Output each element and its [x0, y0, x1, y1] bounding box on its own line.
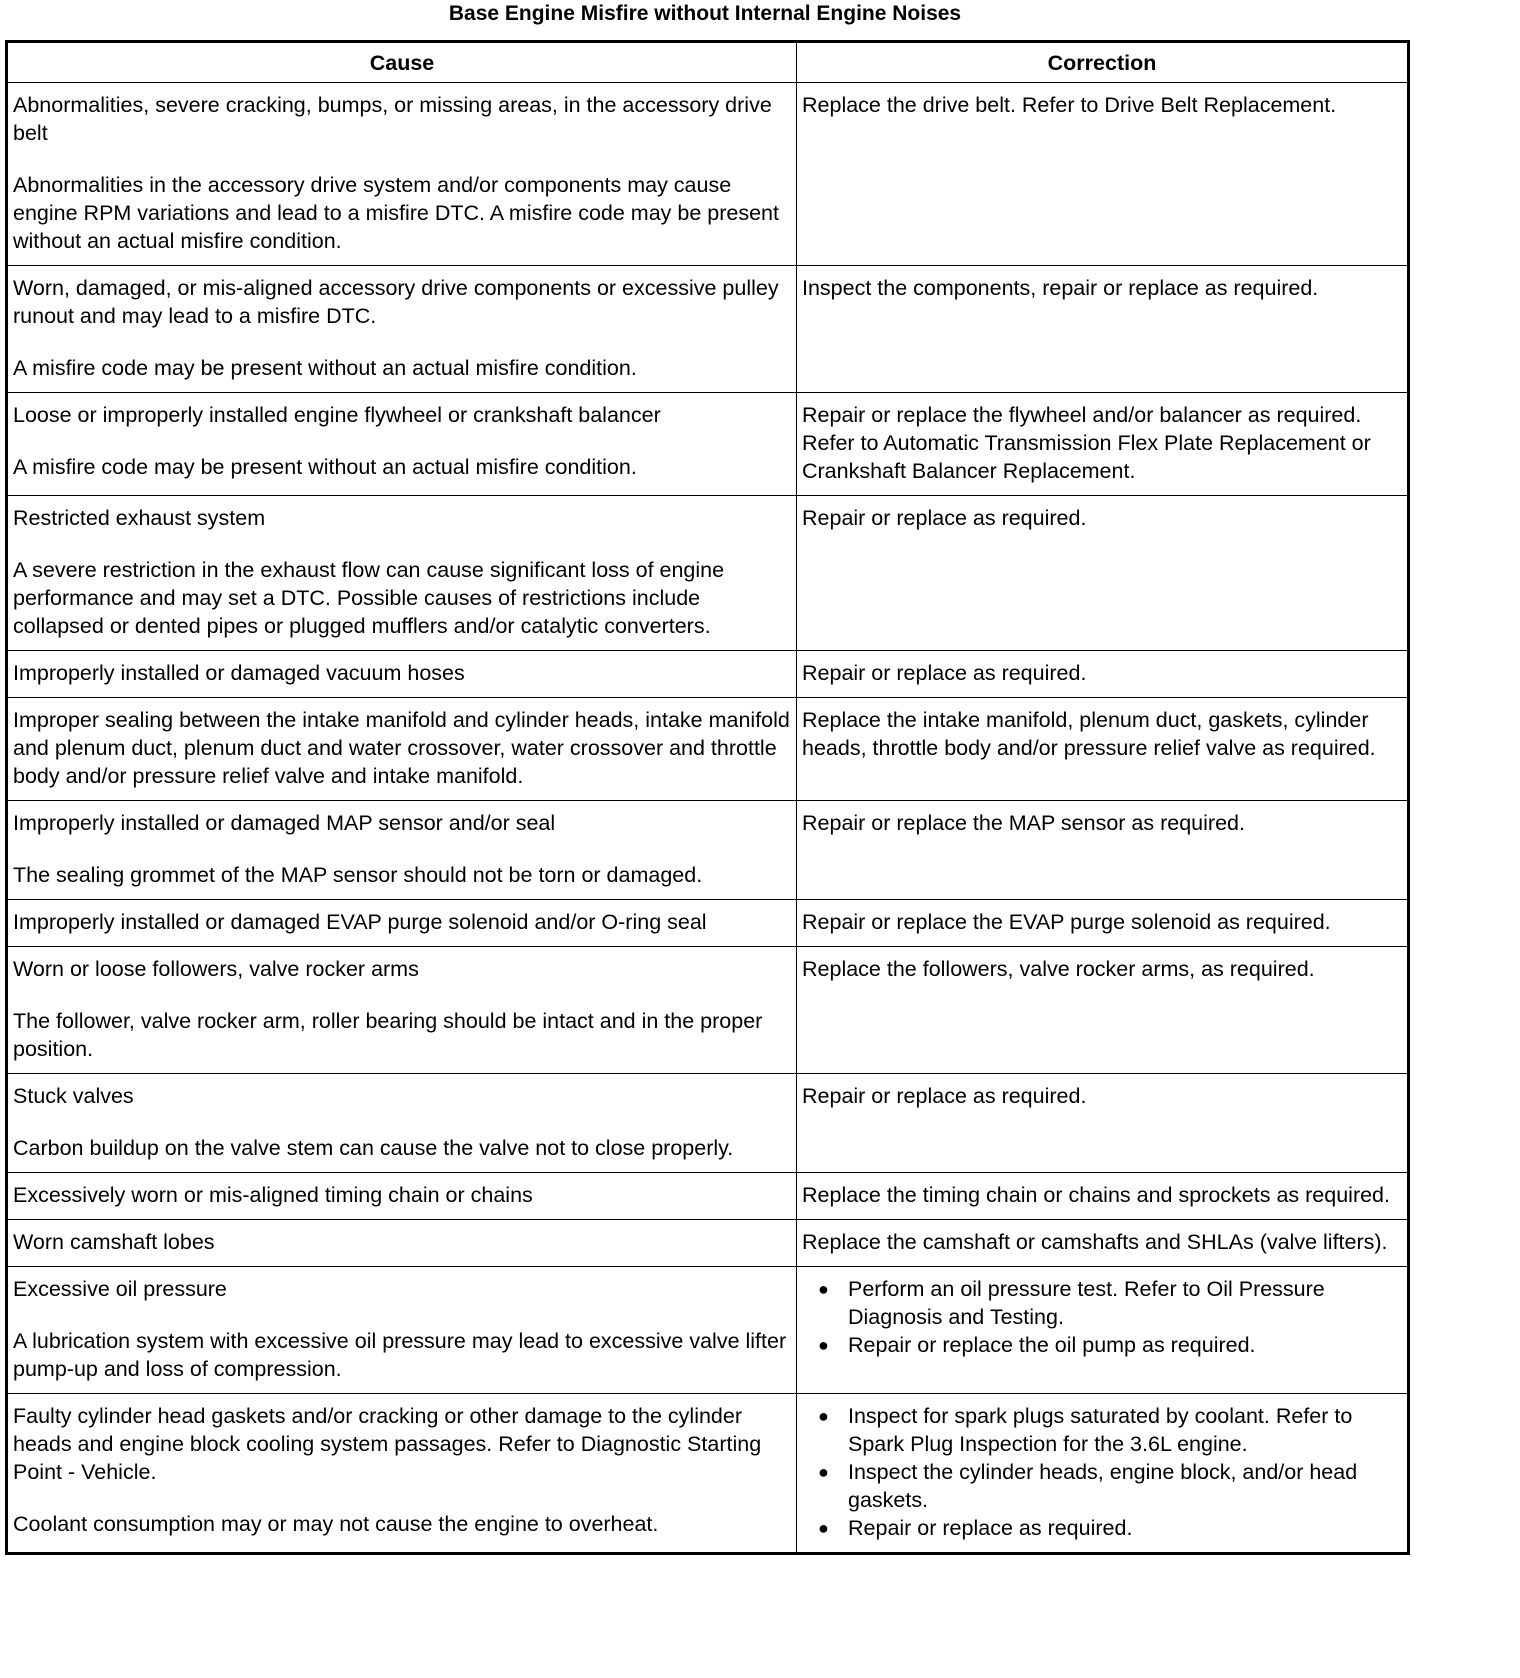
cause-text: Improperly installed or damaged vacuum hoses [13, 661, 465, 685]
cause-text: A severe restriction in the exhaust flow can cause significant loss of engine performance and may set a DTC. Possible causes of restrictions include collapsed or dented pipes or plugged mufflers and/or catalytic converters. [13, 558, 725, 638]
cause-cell [7, 900, 797, 947]
correction-cell [797, 1074, 1409, 1173]
correction-cell [797, 83, 1409, 266]
cause-cell [7, 1074, 797, 1173]
cause-cell [7, 698, 797, 801]
cause-cell [7, 83, 797, 266]
correction-bullet-item: ● Inspect for spark plugs saturated by coolant. Refer to Spark Plug Inspection for the 3.6L engine. [802, 1402, 1402, 1458]
correction-text: Repair or replace the MAP sensor as required. [802, 811, 1245, 835]
cause-text: Excessive oil pressure [13, 1277, 227, 1301]
page-title: Base Engine Misfire without Internal Engine Noises [448, 2, 962, 25]
cause-text: Improperly installed or damaged MAP sensor and/or seal [13, 811, 556, 835]
correction-text: Replace the followers, valve rocker arms, as required. [802, 957, 1315, 981]
correction-cell [797, 1173, 1409, 1220]
table-row [7, 698, 1409, 801]
cause-text: Improper sealing between the intake manifold and cylinder heads, intake manifold and plenum duct, plenum duct and water crossover, water crossover and throttle body and/or pressure relief valve and intake manifold. [13, 708, 790, 788]
table-row [7, 651, 1409, 698]
cause-cell [7, 393, 797, 496]
table-row [7, 900, 1409, 947]
cause-header: Cause [7, 42, 797, 83]
correction-cell [797, 1267, 1409, 1394]
cause-text: The follower, valve rocker arm, roller bearing should be intact and in the proper position. [13, 1009, 763, 1061]
correction-text: Replace the drive belt. Refer to Drive Belt Replacement. [802, 93, 1337, 117]
correction-cell [797, 698, 1409, 801]
cause-text: Restricted exhaust system [13, 506, 266, 530]
table-row [7, 496, 1409, 651]
correction-text: Repair or replace as required. [802, 1084, 1087, 1108]
table-row [7, 801, 1409, 900]
table-row [7, 1394, 1409, 1554]
correction-cell [797, 801, 1409, 900]
cause-text: A misfire code may be present without an actual misfire condition. [13, 356, 637, 380]
table-row [7, 947, 1409, 1074]
correction-text: Inspect the components, repair or replace as required. [802, 276, 1319, 300]
table-row [7, 83, 1409, 266]
correction-cell [797, 393, 1409, 496]
correction-text: Replace the camshaft or camshafts and SHLAs (valve lifters). [802, 1230, 1388, 1254]
correction-cell [797, 266, 1409, 393]
correction-cell [797, 947, 1409, 1074]
cause-text: Worn camshaft lobes [13, 1230, 215, 1254]
cause-text: Abnormalities, severe cracking, bumps, or missing areas, in the accessory drive belt [13, 93, 772, 145]
cause-text: Coolant consumption may or may not cause the engine to overheat. [13, 1512, 659, 1536]
correction-cell [797, 496, 1409, 651]
cause-text: Carbon buildup on the valve stem can cause the valve not to close properly. [13, 1136, 734, 1160]
cause-cell [7, 496, 797, 651]
correction-text: Replace the timing chain or chains and sprockets as required. [802, 1183, 1390, 1207]
cause-cell [7, 1220, 797, 1267]
correction-cell [797, 651, 1409, 698]
correction-cell [797, 900, 1409, 947]
table-row [7, 393, 1409, 496]
correction-bullet-list [802, 1275, 1402, 1359]
cause-cell [7, 1394, 797, 1554]
table-row [7, 1267, 1409, 1394]
correction-cell [797, 1220, 1409, 1267]
table-row [7, 1220, 1409, 1267]
diagnosis-table [5, 40, 1410, 1555]
cause-text: Worn, damaged, or mis-aligned accessory drive components or excessive pulley runout and may lead to a misfire DTC. [13, 276, 779, 328]
cause-text: Abnormalities in the accessory drive system and/or components may cause engine RPM variations and lead to a misfire DTC. A misfire code may be present without an actual misfire condition. [13, 173, 779, 253]
cause-text: Excessively worn or mis-aligned timing chain or chains [13, 1183, 533, 1207]
cause-cell [7, 651, 797, 698]
cause-text: Faulty cylinder head gaskets and/or cracking or other damage to the cylinder heads and engine block cooling system passages. Refer to Diagnostic Starting Point - Vehicle. [13, 1404, 762, 1484]
table-row [7, 1074, 1409, 1173]
cause-cell [7, 801, 797, 900]
table-header-row [7, 42, 1409, 83]
cause-text: Loose or improperly installed engine flywheel or crankshaft balancer [13, 403, 661, 427]
correction-text: Repair or replace the flywheel and/or balancer as required. Refer to Automatic Transmission Flex Plate Replacement or Crankshaft Balancer Replacement. [802, 403, 1371, 483]
correction-bullet-item: ● Inspect the cylinder heads, engine block, and/or head gaskets. [802, 1458, 1402, 1514]
cause-cell [7, 1173, 797, 1220]
cause-cell [7, 947, 797, 1074]
correction-text: Repair or replace the EVAP purge solenoid as required. [802, 910, 1331, 934]
table-row [7, 1173, 1409, 1220]
correction-bullet-item: ● Repair or replace as required. [802, 1514, 1402, 1542]
correction-header: Correction [797, 42, 1409, 83]
correction-text: Repair or replace as required. [802, 661, 1087, 685]
correction-bullet-item: ● Repair or replace the oil pump as required. [802, 1331, 1402, 1359]
cause-text: Worn or loose followers, valve rocker arms [13, 957, 419, 981]
correction-text: Repair or replace as required. [802, 506, 1087, 530]
cause-text: Improperly installed or damaged EVAP purge solenoid and/or O-ring seal [13, 910, 707, 934]
cause-text: A lubrication system with excessive oil pressure may lead to excessive valve lifter pump-up and loss of compression. [13, 1329, 787, 1381]
cause-cell [7, 266, 797, 393]
cause-text: The sealing grommet of the MAP sensor should not be torn or damaged. [13, 863, 703, 887]
table-body [7, 83, 1409, 1554]
correction-text: Replace the intake manifold, plenum duct, gaskets, cylinder heads, throttle body and/or pressure relief valve as required. [802, 708, 1376, 760]
correction-bullet-list [802, 1402, 1402, 1542]
correction-bullet-item: ● Perform an oil pressure test. Refer to Oil Pressure Diagnosis and Testing. [802, 1275, 1402, 1331]
correction-cell [797, 1394, 1409, 1554]
cause-cell [7, 1267, 797, 1394]
table-row [7, 266, 1409, 393]
cause-text: A misfire code may be present without an actual misfire condition. [13, 455, 637, 479]
cause-text: Stuck valves [13, 1084, 134, 1108]
